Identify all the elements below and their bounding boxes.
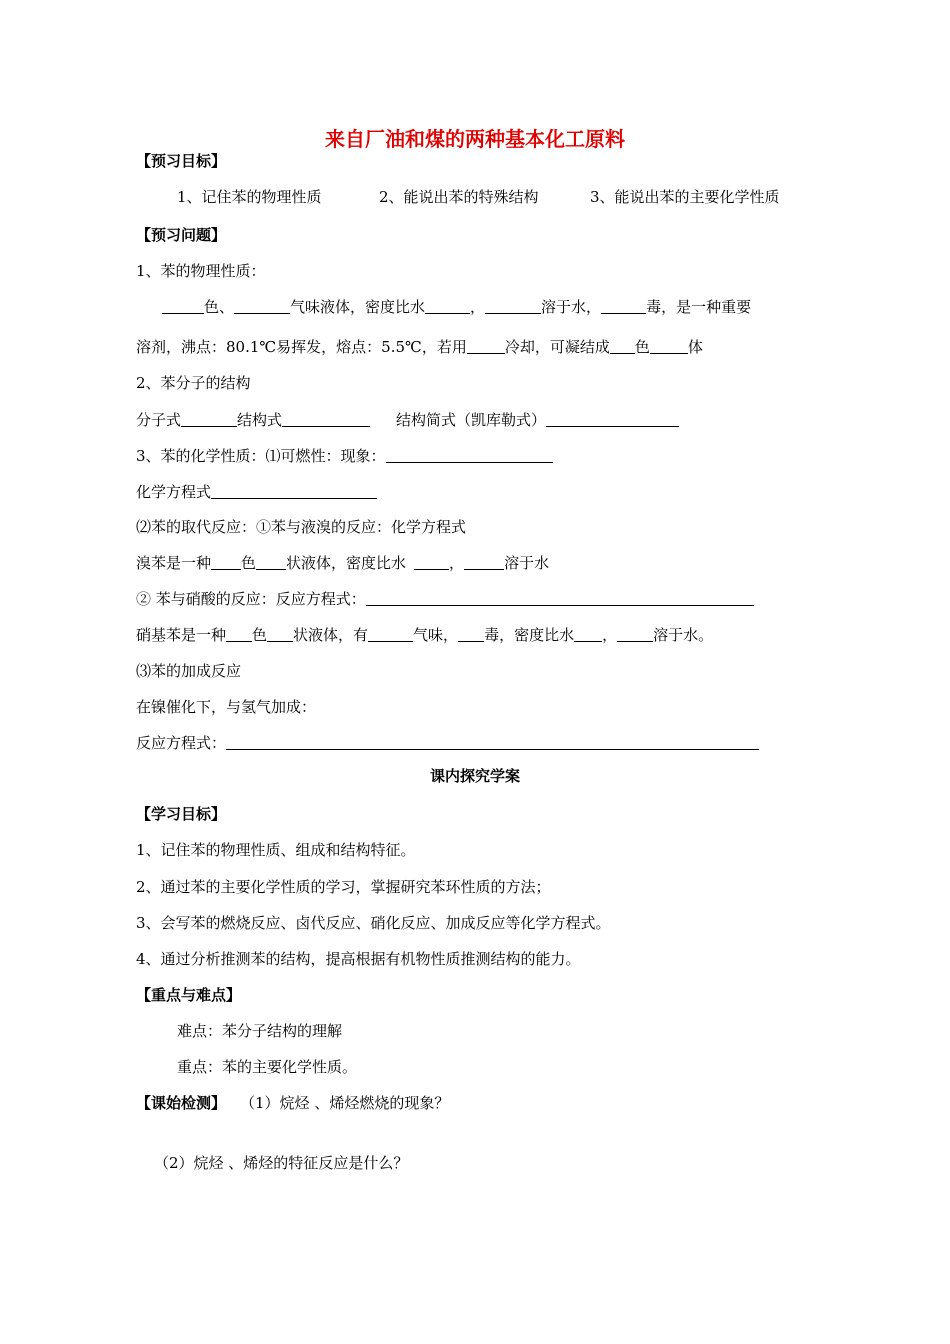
blank-nitro-density[interactable]	[574, 626, 602, 642]
bromobenzene-line	[136, 553, 549, 573]
question-1: 1、苯的物理性质：	[136, 262, 266, 280]
substitution-heading: ⑵苯的取代反应：①苯与液溴的反应：化学方程式	[136, 518, 467, 536]
key-point: 重点：苯的主要化学性质。	[177, 1058, 358, 1076]
text-segment: ② 苯与硝酸的反应：反应方程式：	[136, 590, 366, 608]
physical-properties-line-2	[136, 337, 703, 357]
nitration-line	[136, 589, 754, 609]
blank-combustion-phenomenon[interactable]	[386, 447, 553, 463]
difficult-point: 难点：苯分子结构的理解	[177, 1022, 343, 1040]
blank-bromo-state[interactable]	[256, 554, 286, 570]
preview-goal-1: 1、记住苯的物理性质	[177, 188, 322, 206]
blank-toxicity[interactable]	[601, 298, 646, 314]
check-line-1	[136, 1093, 449, 1113]
blank-combustion-equation[interactable]	[211, 483, 377, 499]
blank-solubility[interactable]	[485, 298, 541, 314]
nitrobenzene-line	[136, 625, 713, 645]
text-segment: 反应方程式：	[136, 734, 227, 752]
text-segment: 溶于水	[504, 554, 550, 572]
blank-bromo-solubility[interactable]	[464, 554, 504, 570]
blank-kekule-formula[interactable]	[546, 411, 679, 427]
text-segment: 溶于水，	[541, 298, 602, 316]
blank-bromo-density[interactable]	[414, 554, 449, 570]
inclass-subtitle: 课内探究学案	[429, 767, 520, 785]
nickel-catalysis-line: 在镍催化下，与氢气加成：	[136, 698, 317, 716]
blank-bromo-color[interactable]	[211, 554, 241, 570]
preview-goal-2: 2、能说出苯的特殊结构	[379, 188, 539, 206]
blank-state[interactable]	[650, 338, 688, 354]
key-points-heading: 【重点与难点】	[136, 986, 242, 1004]
blank-color[interactable]	[162, 298, 204, 314]
blank-odor[interactable]	[234, 298, 290, 314]
text-segment: 溶于水。	[653, 626, 714, 644]
document-title: 来自厂油和煤的两种基本化工原料	[325, 127, 625, 151]
check-heading: 【课始检测】	[136, 1094, 227, 1112]
blank-nitro-odor[interactable]	[368, 626, 413, 642]
preview-questions-heading: 【预习问题】	[136, 226, 227, 244]
text-segment: 溴苯是一种	[136, 554, 212, 572]
question-3	[136, 446, 553, 466]
text-segment: 3、苯的化学性质：⑴可燃性：现象：	[136, 447, 386, 465]
text-segment: 状液体，有	[293, 626, 369, 644]
text-segment: ，	[449, 554, 465, 572]
text-segment: 硝基苯是一种	[136, 626, 227, 644]
text-segment: 色	[252, 626, 268, 644]
question-2: 2、苯分子的结构	[136, 374, 251, 392]
blank-nitro-color[interactable]	[226, 626, 252, 642]
text-segment: 分子式	[136, 411, 182, 429]
physical-properties-line-1	[162, 297, 751, 317]
blank-cooling[interactable]	[467, 338, 505, 354]
text-segment: 气味，	[413, 626, 459, 644]
text-segment: 结构简式（凯库勒式）	[396, 411, 547, 429]
text-segment: 化学方程式	[136, 483, 212, 501]
learning-goal-1: 1、记住苯的物理性质、组成和结构特征。	[136, 841, 416, 859]
blank-nitro-toxicity[interactable]	[458, 626, 484, 642]
preview-goal-3: 3、能说出苯的主要化学性质	[590, 188, 780, 206]
learning-goal-4: 4、通过分析推测苯的结构，提高根据有机物性质推测结构的能力。	[136, 950, 581, 968]
text-segment: 毒，是一种重要	[646, 298, 752, 316]
text-segment: 体	[687, 338, 703, 356]
text-segment: 冷却，可凝结成	[504, 338, 610, 356]
combustion-equation-line	[136, 482, 377, 502]
text-segment: ，	[470, 298, 486, 316]
blank-solid-color[interactable]	[610, 338, 635, 354]
check-question-2: （2）烷烃 、烯烃的特征反应是什么？	[154, 1154, 409, 1172]
text-segment: 气味液体，密度比水	[290, 298, 426, 316]
blank-density[interactable]	[425, 298, 470, 314]
addition-heading: ⑶苯的加成反应	[136, 662, 242, 680]
structure-line	[136, 410, 679, 430]
blank-structural-formula[interactable]	[282, 411, 370, 427]
learning-goal-2: 2、通过苯的主要化学性质的学习，掌握研究苯环性质的方法；	[136, 878, 551, 896]
blank-addition-equation[interactable]	[226, 734, 759, 750]
text-segment: 状液体，密度比水	[286, 554, 407, 572]
text-segment: ，	[602, 626, 618, 644]
blank-nitro-state[interactable]	[267, 626, 293, 642]
text-segment: 色	[634, 338, 650, 356]
learning-goal-3: 3、会写苯的燃烧反应、卤代反应、硝化反应、加成反应等化学方程式。	[136, 914, 611, 932]
preview-goals-heading: 【预习目标】	[136, 152, 227, 170]
blank-molecular-formula[interactable]	[181, 411, 237, 427]
text-segment: 色、	[204, 298, 235, 316]
learning-goals-heading: 【学习目标】	[136, 805, 227, 823]
text-segment: 结构式	[237, 411, 283, 429]
text-segment: 溶剂，沸点：80.1℃易挥发，熔点：5.5℃，若用	[136, 338, 467, 356]
text-segment: 毒，密度比水	[484, 626, 575, 644]
blank-nitro-solubility[interactable]	[617, 626, 653, 642]
blank-nitration-equation[interactable]	[366, 590, 754, 606]
addition-equation-line	[136, 733, 759, 753]
check-question-1: （1）烷烃 、烯烃燃烧的现象？	[240, 1094, 450, 1112]
text-segment: 色	[241, 554, 257, 572]
